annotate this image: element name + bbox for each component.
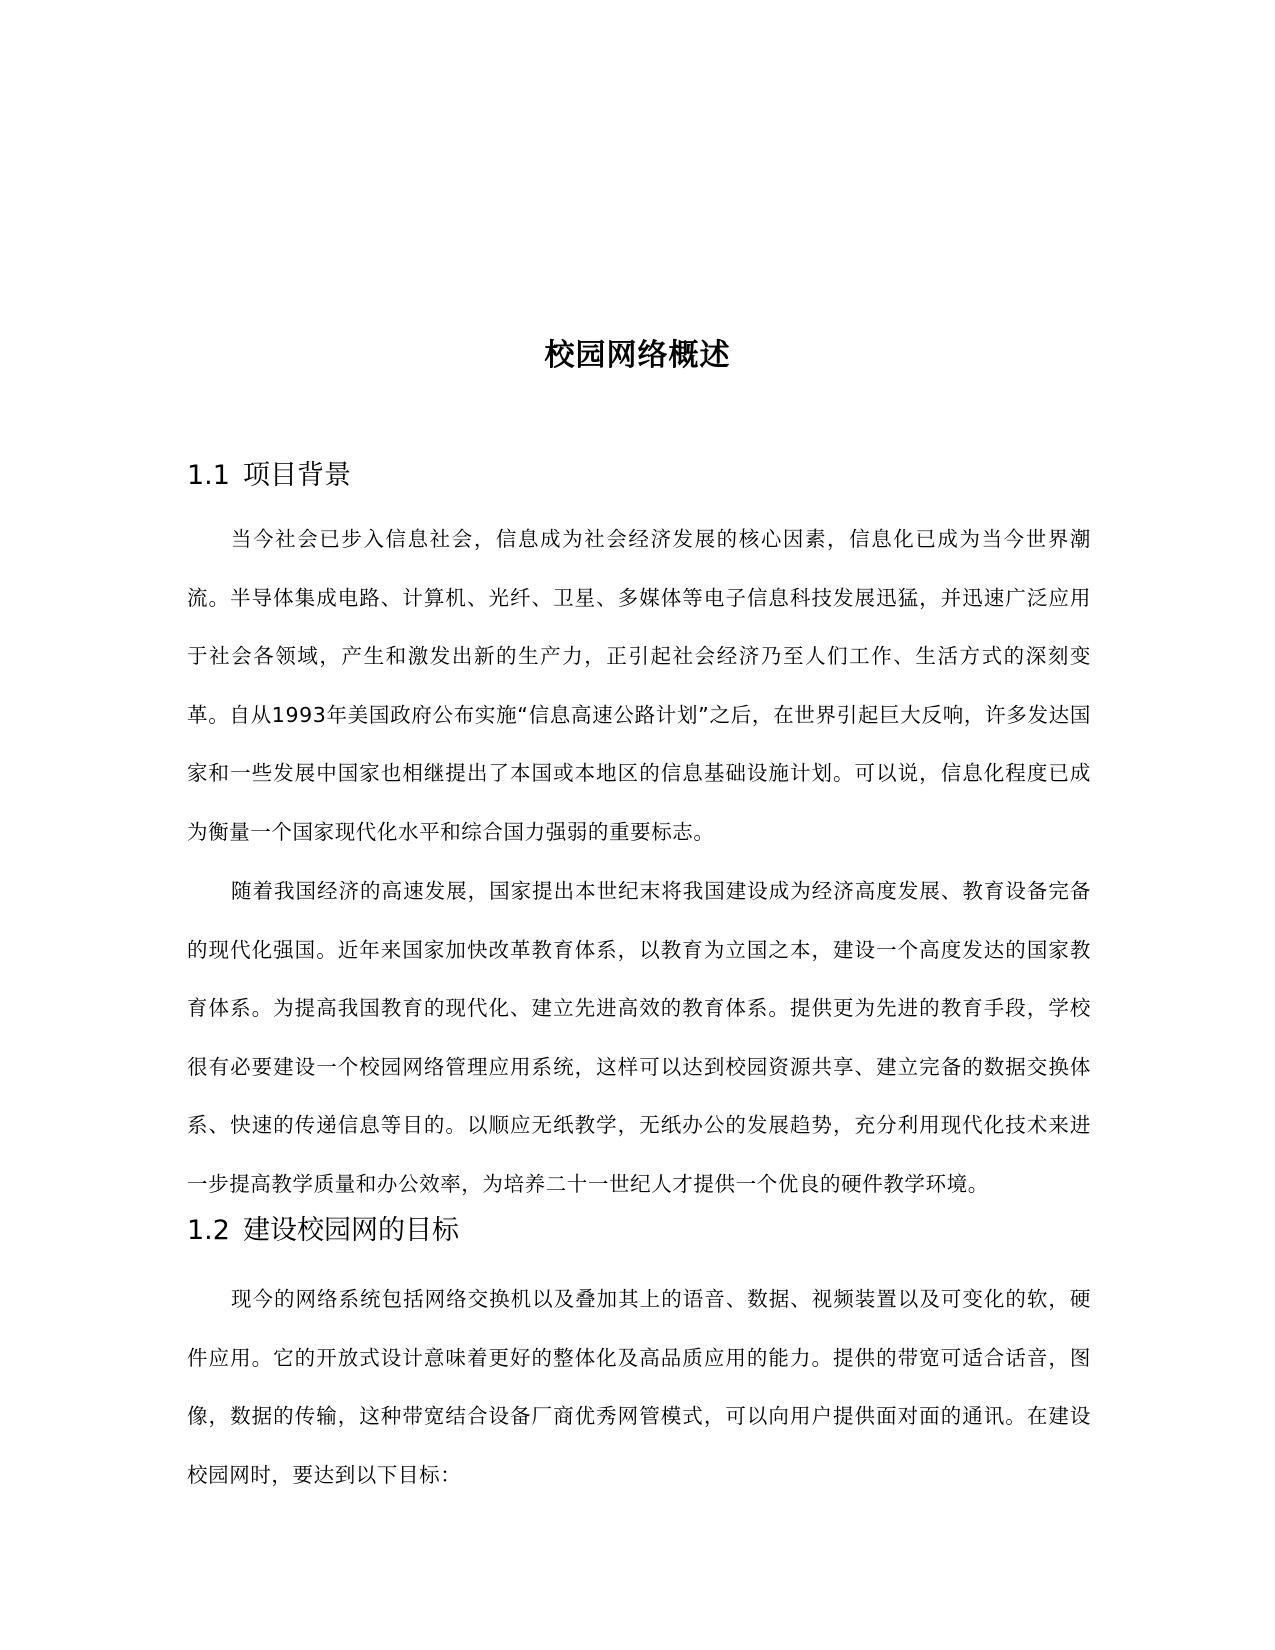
document-title: 校园网络概述 — [544, 338, 731, 373]
paragraph-goals-1: 现今的网络系统包括网络交换机以及叠加其上的语音、数据、视频装置以及可变化的软，硬件应用。它的开放式设计意味着更好的整体化及高品质应用的能力。提供的带宽可适合话音，图像，数据的传输，这种带宽结合设备厂商优秀网管模式，可以向用户提供面对面的通讯。在建设校园网时，要达到以下目标： — [187, 1287, 1091, 1487]
section-heading-text: 项目背景 — [242, 460, 351, 491]
section-heading-text: 建设校园网的目标 — [242, 1215, 459, 1246]
section-heading-1-1 — [187, 458, 351, 494]
section-heading-1-2 — [187, 1213, 459, 1249]
paragraph-background-2: 随着我国经济的高速发展，国家提出本世纪末将我国建设成为经济高度发展、教育设备完备的现代化强国。近年来国家加快改革教育体系，以教育为立国之本，建设一个高度发达的国家教育体系。为提高我国教育的现代化、建立先进高效的教育体系。提供更为先进的教育手段，学校很有必要建设一个校园网络管理应用系统，这样可以达到校园资源共享、建立完备的数据交换体系、快速的传递信息等目的。以顺应无纸教学，无纸办公的发展趋势，充分利用现代化技术来进一步提高教学质量和办公效率，为培养二十一世纪人才提供一个优良的硬件教学环境。 — [187, 879, 1091, 1196]
section-number: 1.2 — [187, 1215, 230, 1246]
paragraph-background-1: 当今社会已步入信息社会，信息成为社会经济发展的核心因素，信息化已成为当今世界潮流。半导体集成电路、计算机、光纤、卫星、多媒体等电子信息科技发展迅猛，并迅速广泛应用于社会各领域，产生和激发出新的生产力，正引起社会经济乃至人们工作、生活方式的深刻变革。自从1993年美国政府公布实施“信息高速公路计划”之后，在世界引起巨大反响，许多发达国家和一些发展中国家也相继提出了本国或本地区的信息基础设施计划。可以说，信息化程度已成为衡量一个国家现代化水平和综合国力强弱的重要标志。 — [187, 527, 1091, 844]
section-number: 1.1 — [187, 460, 230, 491]
